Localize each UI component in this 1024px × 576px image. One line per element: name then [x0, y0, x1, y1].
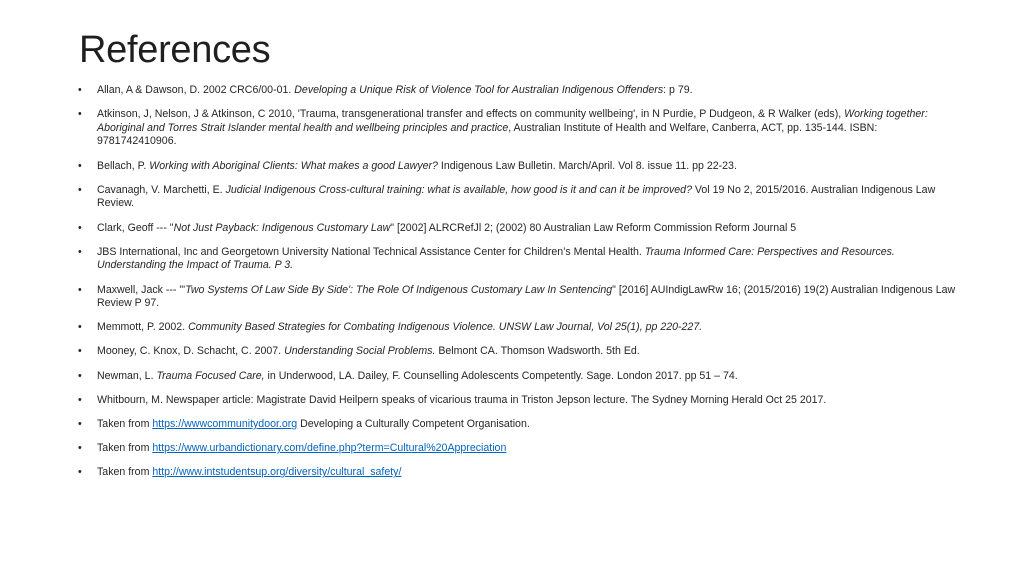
ref-text: Belmont CA. Thomson Wadsworth. 5th Ed.: [435, 345, 640, 358]
bullet-icon: •: [78, 183, 82, 196]
bullet-icon: •: [78, 345, 82, 358]
bullet-icon: •: [78, 84, 82, 96]
ref-text: Mooney, C. Knox, D. Schacht, C. 2007.: [97, 345, 285, 358]
ref-text: Allan, A & Dawson, D. 2002 CRC6/00-01.: [97, 84, 295, 96]
community-door-link[interactable]: https://wwwcommunitydoor.org: [152, 418, 298, 431]
list-item: [78, 222, 958, 236]
list-item: [78, 321, 958, 335]
ref-title: Not Just Payback: Indigenous Customary Law: [173, 221, 391, 234]
list-item: [78, 466, 958, 480]
ref-text: Memmott, P. 2002.: [97, 321, 189, 334]
ref-text: " [2016] AUIndigLawRw 16; (2015/2016) 19(2) Australian Indigenous Law Review P 97.: [97, 283, 956, 310]
ref-title: Judicial Indigenous Cross-cultural training: what is available, how good is it and can it be improved?: [225, 183, 692, 196]
ref-text: Maxwell, Jack --- "': [97, 283, 186, 296]
bullet-icon: •: [78, 442, 82, 455]
ref-text: : p 79.: [663, 84, 693, 96]
urban-dictionary-link[interactable]: https://www.urbandictionary.com/define.php?term=Cultural%20Appreciation: [152, 442, 507, 455]
bullet-icon: •: [78, 369, 82, 382]
list-item: [78, 345, 958, 359]
ref-text: Taken from: [97, 442, 153, 455]
ref-title: Understanding Social Problems.: [284, 345, 436, 358]
ref-text: , Australian Institute of Health and Welfare, Canberra, ACT, pp. 135-144. ISBN: 9781742410906.: [97, 121, 878, 148]
list-item: [78, 442, 958, 456]
ref-text: " [2002] ALRCRefJl 2; (2002) 80 Australian Law Reform Commission Reform Journal 5: [390, 221, 797, 234]
ref-text: in Underwood, LA. Dailey, F. Counselling Adolescents Competently. Sage. London 2017. pp 51 – 74.: [264, 369, 738, 382]
list-item: [78, 394, 958, 408]
ref-text: Whitbourn, M. Newspaper article: Magistrate David Heilpern speaks of vicarious trauma in Triston Jepson lecture. The Sydney Morning Herald Oct 25 2017.: [97, 393, 827, 406]
list-item: [78, 370, 958, 384]
ref-title: Trauma Informed Care: Perspectives and Resources. Understanding the Impact of Trauma. P 3.: [97, 245, 895, 272]
list-item: [78, 284, 958, 311]
reference-list: [78, 84, 958, 491]
bullet-icon: •: [78, 108, 82, 121]
list-item: [78, 160, 958, 174]
bullet-icon: •: [78, 321, 82, 334]
list-item: [78, 246, 958, 273]
ref-text: Indigenous Law Bulletin. March/April. Vol 8. issue 11. pp 22-23.: [437, 159, 737, 172]
ref-text: Clark, Geoff --- ": [97, 221, 174, 234]
bullet-icon: •: [78, 393, 82, 406]
ref-text: Developing a Culturally Competent Organisation.: [297, 418, 530, 431]
ref-title: Working together: Aboriginal and Torres Strait Islander mental health and wellbeing principles and practice: [97, 108, 928, 134]
ref-title: Working with Aboriginal Clients: What makes a good Lawyer?: [149, 159, 438, 172]
cultural-safety-link[interactable]: http://www.intstudentsup.org/diversity/cultural_safety/: [152, 466, 402, 479]
ref-text: Atkinson, J, Nelson, J & Atkinson, C 2010, 'Trauma, transgenerational transfer and effects on community wellbeing', in N Purdie, P Dudgeon, & R Walker (eds),: [97, 108, 845, 121]
bullet-icon: •: [78, 245, 82, 258]
ref-title: Two Systems Of Law Side By Side': The Role Of Indigenous Customary Law In Sentencing: [185, 283, 613, 296]
ref-text: JBS International, Inc and Georgetown University National Technical Assistance Center for Children’s Mental Health.: [97, 245, 645, 258]
list-item: [78, 184, 958, 211]
ref-title: Community Based Strategies for Combating Indigenous Violence. UNSW Law Journal, Vol 25(1), pp 220-227.: [188, 321, 703, 334]
ref-text: Taken from: [97, 418, 153, 431]
ref-text: Cavanagh, V. Marchetti, E.: [97, 183, 226, 196]
ref-text: Bellach, P.: [97, 159, 150, 172]
ref-text: Newman, L.: [97, 369, 157, 382]
bullet-icon: •: [78, 466, 82, 479]
list-item: [78, 418, 958, 432]
page-title: References: [79, 29, 271, 71]
bullet-icon: •: [78, 283, 82, 296]
ref-text: Vol 19 No 2, 2015/2016. Australian Indigenous Law Review.: [97, 183, 936, 210]
list-item: [78, 108, 958, 149]
bullet-icon: •: [78, 418, 82, 431]
bullet-icon: •: [78, 221, 82, 234]
ref-text: Taken from: [97, 466, 153, 479]
list-item: [78, 84, 958, 98]
bullet-icon: •: [78, 159, 82, 172]
ref-title: Developing a Unique Risk of Violence Tool for Australian Indigenous Offenders: [294, 84, 664, 96]
ref-title: Trauma Focused Care,: [156, 369, 265, 382]
